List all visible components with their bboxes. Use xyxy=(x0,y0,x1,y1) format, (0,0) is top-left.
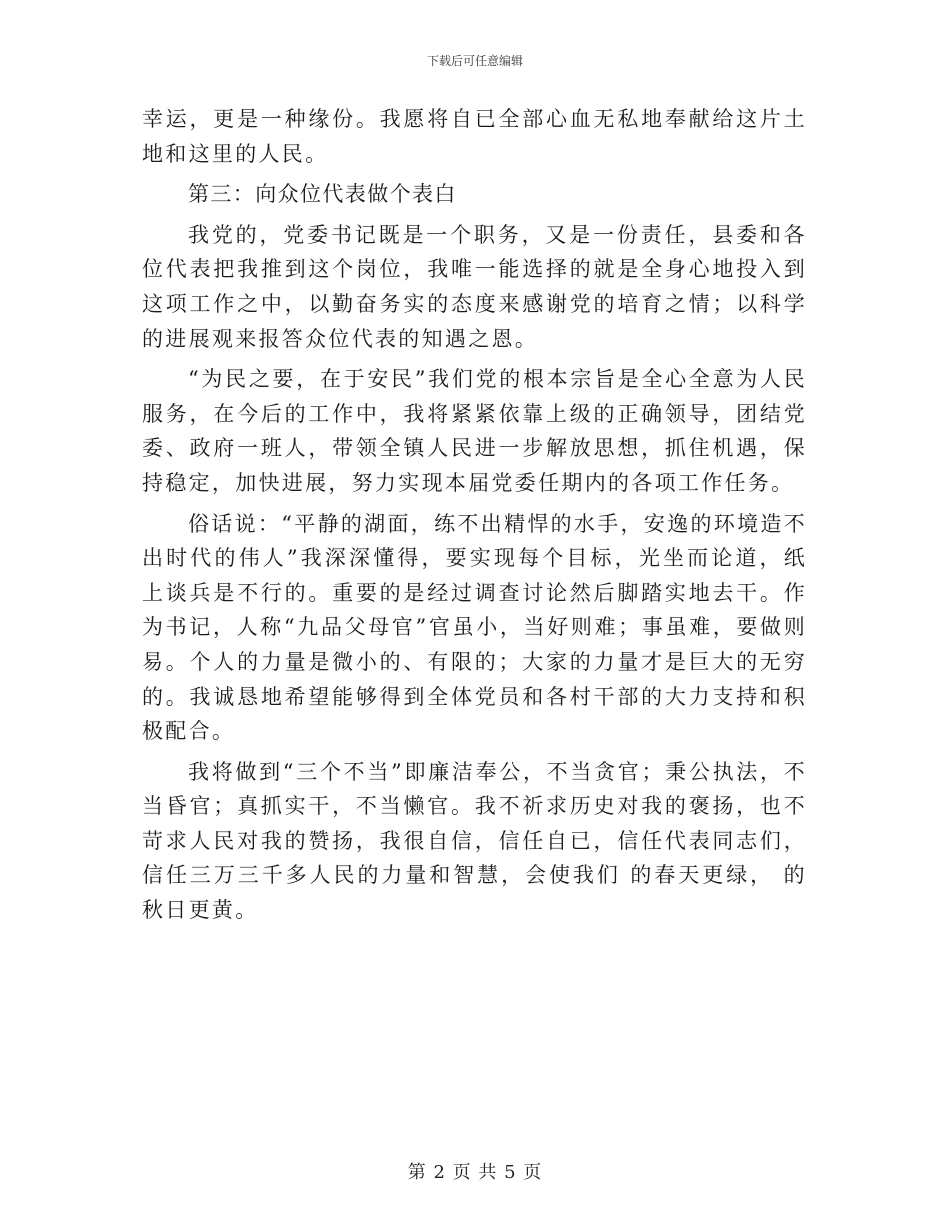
paragraph: 我将做到“三个不当”即廉洁奉公，不当贪官；秉公执法，不当昏官；真抓实干，不当懒官。我不祈求历史对我的褒扬，也不苛求人民对我的赞扬，我很自信，信任自已，信任代表同志们，信任三万三千多人民的力量和智慧，会使我们 的春天更绿， 的秋日更黄。 xyxy=(142,759,807,923)
paragraph-continued: 幸运，更是一种缘份。我愿将自已全部心血无私地奉献给这片土地和这里的人民。 xyxy=(142,107,807,166)
paragraph: 我党的，党委书记既是一个职务，又是一份责任，县委和各位代表把我推到这个岗位，我唯一能选择的就是全身心地投入到这项工作之中，以勤奋务实的态度来感谢党的培育之情；以科学的进展观来报答众位代表的知遇之恩。 xyxy=(142,222,807,351)
page-header: 下载后可任意编辑 xyxy=(426,54,523,68)
paragraph: “为民之要，在于安民”我们党的根本宗旨是全心全意为人民服务，在今后的工作中，我将紧紧依靠上级的正确领导，团结党委、政府一班人，带领全镇人民进一步解放思想，抓住机遇，保持稳定，加快进展，努力实现本届党委任期内的各项工作任务。 xyxy=(142,367,807,495)
paragraph: 俗话说：“平静的湖面，练不出精悍的水手，安逸的环境造不出时代的伟人”我深深懂得，要实现每个目标，光坐而论道，纸上谈兵是不行的。重要的是经过调查讨论然后脚踏实地去干。作为书记，人称“九品父母官”官虽小，当好则难；事虽难，要做则易。个人的力量是微小的、有限的；大家的力量才是巨大的无穷的。我诚恳地希望能够得到全体党员和各村干部的大力支持和积极配合。 xyxy=(142,511,807,744)
section-heading: 第三：向众位代表做个表白 xyxy=(188,182,457,207)
document-body xyxy=(142,102,807,928)
page-number: 第 2 页 共 5 页 xyxy=(407,1162,543,1183)
